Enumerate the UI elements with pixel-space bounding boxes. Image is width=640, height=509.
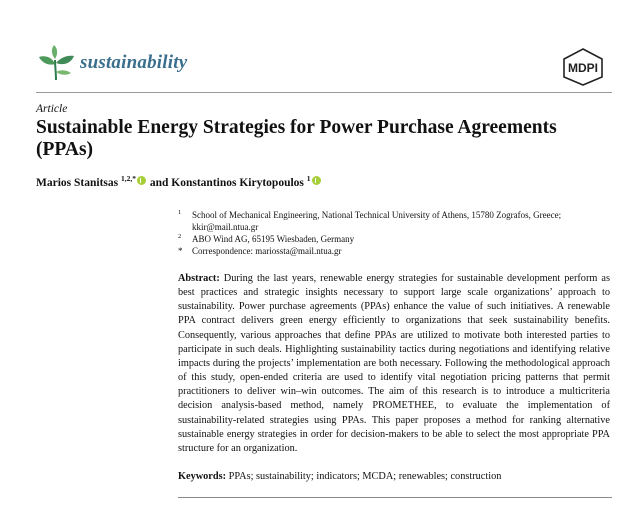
abstract-label: Abstract: <box>178 273 220 284</box>
affiliation-mark: 2 <box>178 233 182 240</box>
publisher-name: MDPI <box>568 61 598 75</box>
affiliation-item <box>178 233 608 245</box>
affiliations <box>178 209 608 257</box>
author-affiliation-marks: 1,2,* <box>120 174 136 183</box>
keywords-section <box>178 470 610 484</box>
abstract-text: During the last years, renewable energy strategies for sustainable development perform as best practices and strategic insights necessary to support large scale organizations’ approach to sustainability. Power purchase agreements (PPAs) enhance the value of such initiatives. A renewable PPA contract delivers green energy efficiently to organizations that seek sustainability benefits. Consequently, various approaches that define PPAs are utilized to motivate both interested parties to participate in such deals. Highlighting sustainability tactics during negotiations and identifying relative impacts during the projects’ implementation are both necessary. Following the methodological approach of this study, open-ended criteria are used to identify vital negotiation pricing patterns that permit practitioners to deliver win–win outcomes. The aim of this research is to introduce a multicriteria decision analysis-based method, namely PROMETHEE, to evaluate the implementation of sustainability-related strategies using PPAs. This paper proposes a method for ranking alternative sustainable energy strategies in order for decision-makers to be able to select the most appropriate PPA structure for an organization. <box>178 273 610 454</box>
journal-name: sustainability <box>80 52 188 73</box>
bottom-divider <box>178 497 612 498</box>
article-type: Article <box>36 103 68 115</box>
affiliation-text: School of Mechanical Engineering, National Technical University of Athens, 15780 Zografos, Greece; kkir@mail.ntua.gr <box>192 210 562 232</box>
mdpi-logo-icon <box>560 47 606 87</box>
author-name: Konstantinos Kirytopoulos <box>171 177 304 189</box>
journal-logo-icon <box>36 44 76 84</box>
keywords-text: PPAs; sustainability; indicators; MCDA; renewables; construction <box>228 471 502 482</box>
abstract-section <box>178 272 610 456</box>
keywords-label: Keywords: <box>178 471 227 482</box>
affiliation-mark: * <box>178 246 183 256</box>
affiliation-item <box>178 245 608 257</box>
header-divider <box>36 92 612 93</box>
affiliation-mark: 1 <box>178 209 182 216</box>
author-affiliation-marks: 1 <box>306 174 311 183</box>
affiliation-text: ABO Wind AG, 65195 Wiesbaden, Germany <box>192 234 355 244</box>
correspondence-text: Correspondence: mariossta@mail.ntua.gr <box>192 246 342 256</box>
orcid-icon[interactable] <box>312 176 321 185</box>
affiliation-item <box>178 209 608 233</box>
abstract-paragraph <box>178 272 610 456</box>
author-conjunction: and <box>149 177 169 189</box>
author-name: Marios Stanitsas <box>36 177 119 189</box>
author-list <box>36 174 596 189</box>
article-title: Sustainable Energy Strategies for Power Purchase Agreements (PPAs) <box>36 117 557 160</box>
orcid-icon[interactable] <box>137 176 146 185</box>
